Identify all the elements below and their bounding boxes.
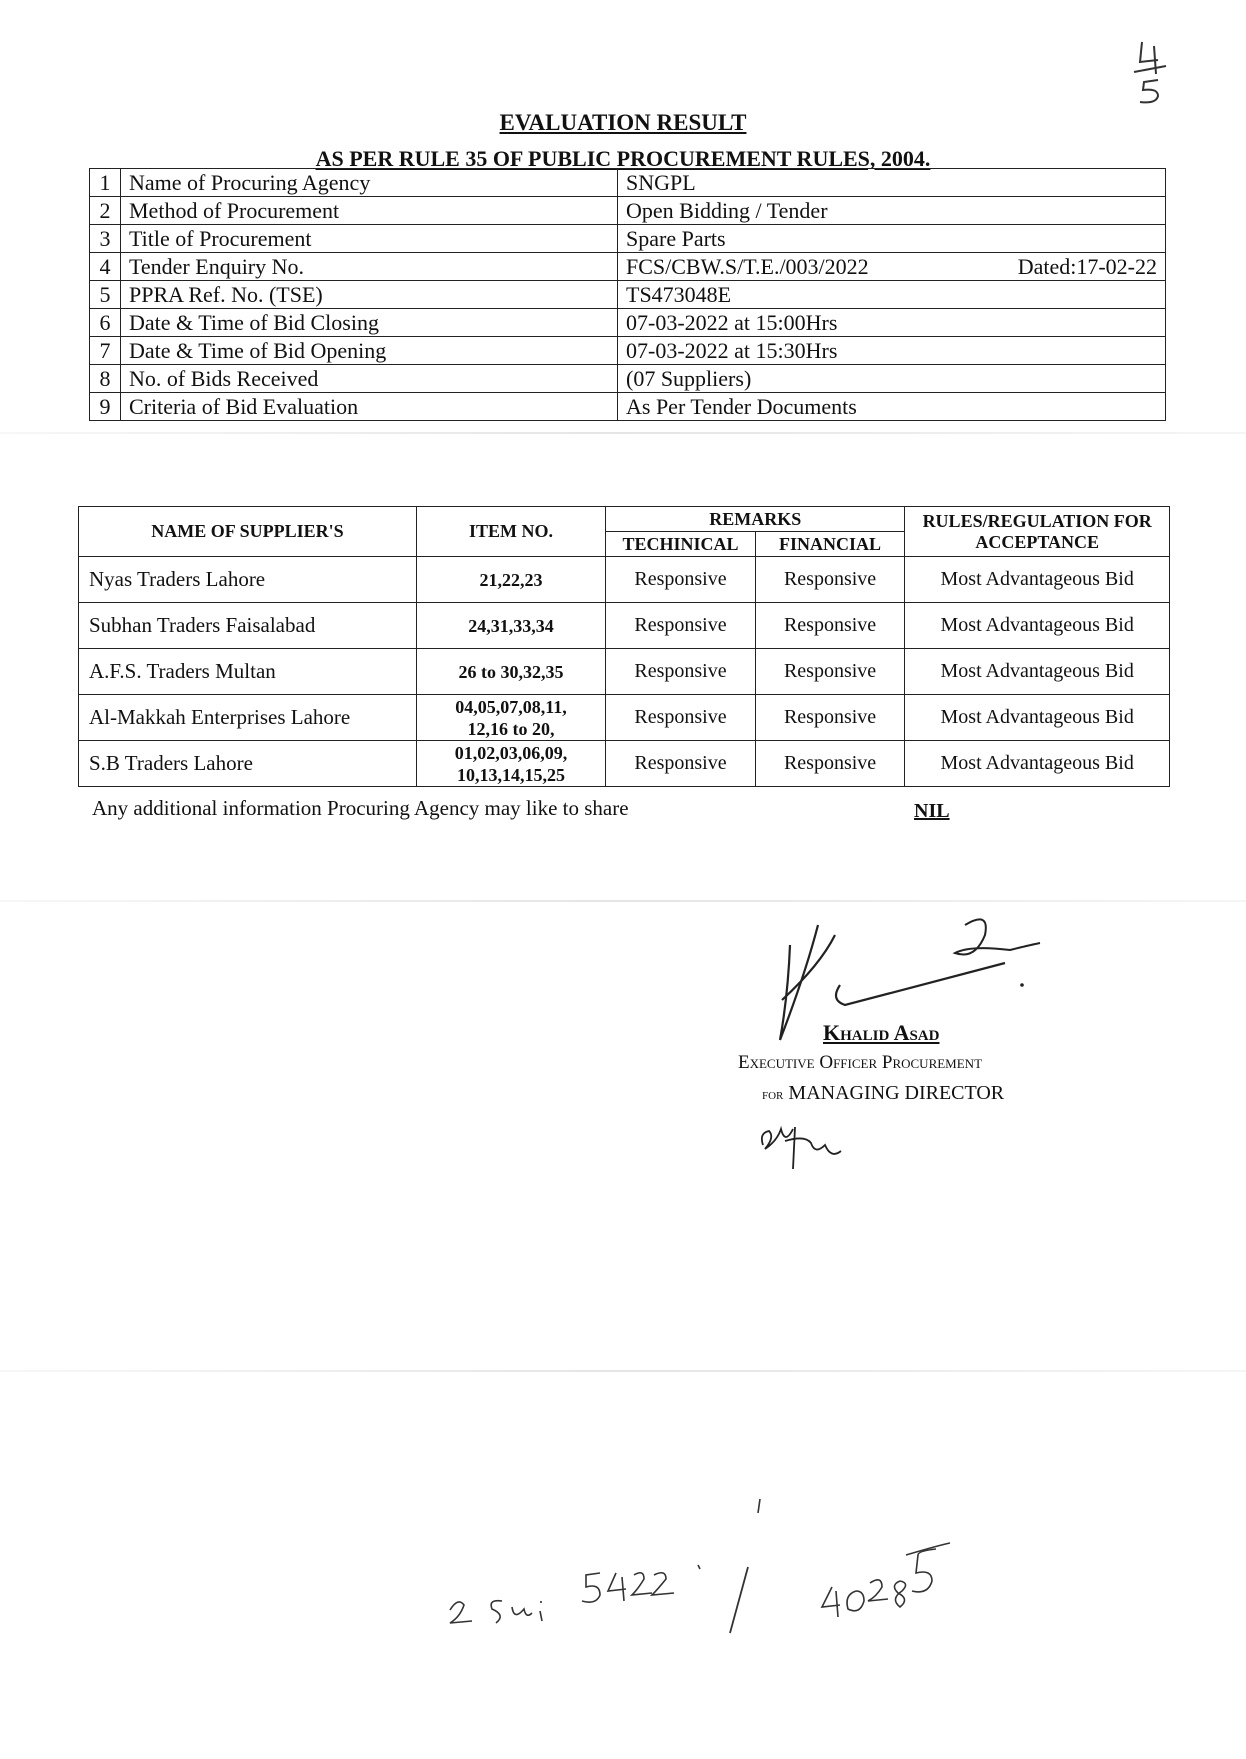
info-row — [90, 169, 1166, 197]
acceptance-rule: Most Advantageous Bid — [905, 603, 1170, 649]
info-row — [90, 393, 1166, 421]
paper-fold-line — [0, 1370, 1246, 1372]
financial-remark: Responsive — [755, 741, 905, 787]
info-row — [90, 253, 1166, 281]
table-row — [79, 557, 1170, 603]
tender-date: Dated:17-02-22 — [1017, 253, 1157, 279]
paper-fold-line — [0, 900, 1246, 902]
info-value: 07-03-2022 at 15:30Hrs — [618, 337, 1166, 365]
info-value: (07 Suppliers) — [618, 365, 1166, 393]
supplier-name: Nyas Traders Lahore — [79, 557, 417, 603]
row-number: 7 — [90, 337, 121, 365]
row-number: 5 — [90, 281, 121, 309]
info-value: SNGPL — [618, 169, 1166, 197]
col-header-remarks: REMARKS — [606, 507, 905, 532]
info-label: Tender Enquiry No. — [121, 253, 618, 281]
paper-fold-line — [0, 432, 1246, 434]
acceptance-rule: Most Advantageous Bid — [905, 695, 1170, 741]
item-numbers: 21,22,23 — [416, 557, 605, 603]
financial-remark: Responsive — [755, 649, 905, 695]
info-label: Criteria of Bid Evaluation — [121, 393, 618, 421]
handwritten-note — [440, 1495, 1080, 1635]
info-label: Method of Procurement — [121, 197, 618, 225]
info-label: Title of Procurement — [121, 225, 618, 253]
info-row — [90, 309, 1166, 337]
info-label: Date & Time of Bid Closing — [121, 309, 618, 337]
additional-info-text: Any additional information Procuring Agency may like to share — [92, 796, 629, 820]
info-value: FCS/CBW.S/T.E./003/2022 — [626, 253, 869, 279]
item-numbers: 04,05,07,08,11, 12,16 to 20, — [416, 695, 605, 741]
info-value: Spare Parts — [618, 225, 1166, 253]
row-number: 3 — [90, 225, 121, 253]
col-header-item: ITEM NO. — [416, 507, 605, 557]
signatory-on-behalf — [762, 1082, 1004, 1105]
for-prefix: for — [762, 1086, 784, 1103]
table-row — [79, 649, 1170, 695]
signatory-name: Khalid Asad — [823, 1020, 940, 1045]
bid-evaluation-table — [78, 506, 1170, 787]
info-label: No. of Bids Received — [121, 365, 618, 393]
technical-remark: Responsive — [606, 695, 756, 741]
info-row — [90, 225, 1166, 253]
technical-remark: Responsive — [606, 603, 756, 649]
info-value: TS473048E — [618, 281, 1166, 309]
info-value: Open Bidding / Tender — [618, 197, 1166, 225]
item-numbers: 26 to 30,32,35 — [416, 649, 605, 695]
supplier-name: Al-Makkah Enterprises Lahore — [79, 695, 417, 741]
document-subtitle: AS PER RULE 35 OF PUBLIC PROCUREMENT RULES, 2004. — [315, 146, 931, 171]
financial-remark: Responsive — [755, 695, 905, 741]
document-title: EVALUATION RESULT — [499, 110, 747, 135]
info-row — [90, 281, 1166, 309]
supplier-name: S.B Traders Lahore — [79, 741, 417, 787]
item-numbers: 24,31,33,34 — [416, 603, 605, 649]
additional-info-value: NIL — [914, 800, 950, 822]
info-row — [90, 337, 1166, 365]
info-row — [90, 365, 1166, 393]
item-numbers: 01,02,03,06,09, 10,13,14,15,25 — [416, 741, 605, 787]
financial-remark: Responsive — [755, 557, 905, 603]
info-value: 07-03-2022 at 15:00Hrs — [618, 309, 1166, 337]
technical-remark: Responsive — [606, 557, 756, 603]
for-text: MANAGING DIRECTOR — [788, 1082, 1005, 1104]
acceptance-rule: Most Advantageous Bid — [905, 649, 1170, 695]
row-number: 8 — [90, 365, 121, 393]
info-value: As Per Tender Documents — [618, 393, 1166, 421]
col-header-financial: FINANCIAL — [755, 532, 905, 557]
handwritten-page-number — [1128, 36, 1172, 106]
col-header-technical: TECHINICAL — [606, 532, 756, 557]
procurement-info-table — [89, 168, 1166, 421]
row-number: 6 — [90, 309, 121, 337]
technical-remark: Responsive — [606, 649, 756, 695]
row-number: 2 — [90, 197, 121, 225]
col-header-supplier: NAME OF SUPPLIER'S — [79, 507, 417, 557]
info-value-cell — [618, 253, 1166, 281]
row-number: 1 — [90, 169, 121, 197]
supplier-name: A.F.S. Traders Multan — [79, 649, 417, 695]
row-number: 9 — [90, 393, 121, 421]
acceptance-rule: Most Advantageous Bid — [905, 557, 1170, 603]
financial-remark: Responsive — [755, 603, 905, 649]
supplier-name: Subhan Traders Faisalabad — [79, 603, 417, 649]
info-row — [90, 197, 1166, 225]
info-label: Name of Procuring Agency — [121, 169, 618, 197]
handwritten-initials — [755, 1115, 855, 1175]
col-header-rules: RULES/REGULATION FOR ACCEPTANCE — [905, 507, 1170, 557]
signatory-title: Executive Officer Procurement — [738, 1052, 983, 1073]
table-row — [79, 695, 1170, 741]
table-header-row — [79, 507, 1170, 532]
table-row — [79, 603, 1170, 649]
table-row — [79, 741, 1170, 787]
technical-remark: Responsive — [606, 741, 756, 787]
acceptance-rule: Most Advantageous Bid — [905, 741, 1170, 787]
row-number: 4 — [90, 253, 121, 281]
info-label: Date & Time of Bid Opening — [121, 337, 618, 365]
info-label: PPRA Ref. No. (TSE) — [121, 281, 618, 309]
